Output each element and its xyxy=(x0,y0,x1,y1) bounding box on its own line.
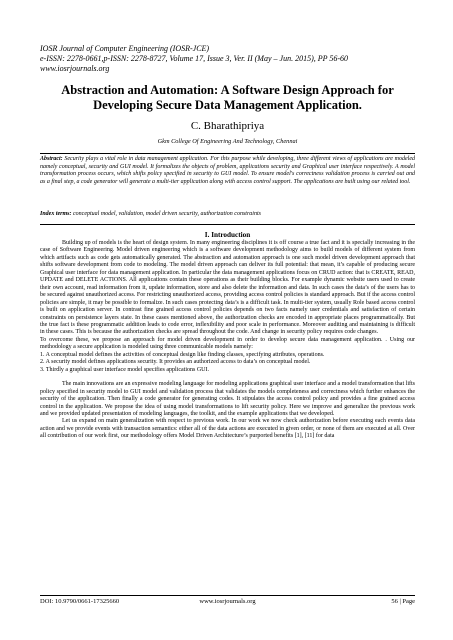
footer-page-number: 56 | Page xyxy=(391,598,415,605)
list-item: 1. A conceptual model defines the activities of conceptual design like finding classes, specifying attributes, operations. xyxy=(40,351,325,358)
index-terms-text: conceptual model, validation, model driven security, authorization constraints xyxy=(71,211,261,217)
abstract xyxy=(40,156,415,186)
footer-website: www.iosrjournals.org xyxy=(199,598,256,605)
body-text xyxy=(40,240,415,441)
paragraph: The main innovations are an expressive modeling language for modeling applications graphical user interface and a model transformation that lifts policy specified in security model to GUI model and validation process that validates the models completeness and correctness which further enhances the security of the application. Then finally a code generator for generating codes. It stipulates the access control policy and provides a fine grained access control in the application. We propose the idea of using model transformations to lift security policy. Here we improve and generalize the previous work and we provided updated presentation of modeling languages, the toolkit, and the example applications that we developed. xyxy=(40,381,415,417)
author-affiliation: Gkm College Of Engineering And Technology, Chennai xyxy=(157,138,298,145)
paper-title: Abstraction and Automation: A Software Design Approach for Developing Secure Data Management Application. xyxy=(61,83,394,112)
abstract-text: Security plays a vital role in data management application. For this purpose while developing, three different views of applications are modeled namely conceptual, security and GUI model. It formalizes the objects of problem, applications security and Graphical user interface respectively. A model transformation process occurs, which shifts policy specified in security to GUI model. To ensure model's correctness validation process is carried out and as a final step, a code generator will generate a multi-tier application along with access control support. The applications are built using our related tool. xyxy=(40,156,415,185)
issn-line: e-ISSN: 2278-0661,p-ISSN: 2278-8727, Volume 17, Issue 3, Ver. II (May – Jun. 2015), PP 56-60 xyxy=(40,54,349,63)
paragraph: To overcome these, we propose an approach for model driven development in order to develop secure data management application. . Using our methodology a secure application is modeled using three communicable models namely: xyxy=(40,336,415,351)
paper-author: C. Bharathipriya xyxy=(190,120,265,132)
footer-rule xyxy=(40,595,415,596)
paragraph: Let us expand on main generalization with respect to previous work. In our work we now check authorization before executing each events data action and we provide events with transaction semantics: either all of the data actions are executed in given order, or none of them are executed at all. Over all contribution of our work first, our methodology offers Model Driven Architecture’s purported benefits [1], [11] for data xyxy=(40,418,415,440)
abstract-label: Abstract: xyxy=(40,156,63,162)
index-terms xyxy=(40,211,415,219)
paragraph: Building up of models is the heart of design system. In many engineering disciplines it is off course a true fact and it is specially increasing in the case of Software Engineering. Model driven engineering which is a software development methodology aims to build models of different system from which artifacts such as code gets automatically generated. The abstraction and automation approach is one such model driven development approach that shifts software development from code to modeling. The model driven approach can deliver its full potential: that mean, it’s capable of producing secure Graphical user interface for data management application. In particular the data management applications focus on CRUD action: that is CREATE, READ, UPDATE and DELETE ACTIONS. All applications contain these operations as their building blocks. For example dynamic website users used to create their own account, read information from it, update information, store and also delete the information and data. In such cases the data’s of the users has to be secured against unauthorized access. For restricting unauthorized access, providing access control policies is standard approach. But if the access control policies are simple, it may be possible to formalize. In such cases protecting data’s is a difficult task. In multi-tier system, usually Role based access control is built on application server. In contrast fine grained access control policies depends on two facts namely user credentials and satisfaction of certain constraints on persistence layers state. In these cases mentioned above, the authorization checks are encoded in appropriate places programmatically. But the true fact is these programmatic addition leads to code error, inflexibility and poor scale in performance. Moreover auditing and maintaining is difficult in these cases. This is because the authorization checks are spread throughout the code. And change in security policy requires code changes. xyxy=(40,240,415,336)
list-item: 3. Thirdly a graphical user interface model specifies applications GUI. xyxy=(40,366,209,373)
section-heading: I. Introduction xyxy=(204,231,251,239)
journal-name: IOSR Journal of Computer Engineering (IOSR-JCE) xyxy=(40,44,210,53)
index-terms-label: Index terms: xyxy=(40,211,72,217)
journal-website: www.iosrjournals.org xyxy=(40,64,110,73)
list-item: 2. A security model defines applications security. It provides an authorized access to data’s on conceptual model. xyxy=(40,359,311,366)
journal-header xyxy=(40,44,420,74)
footer-doi: DOI: 10.9790/0661-17325660 xyxy=(40,598,120,605)
